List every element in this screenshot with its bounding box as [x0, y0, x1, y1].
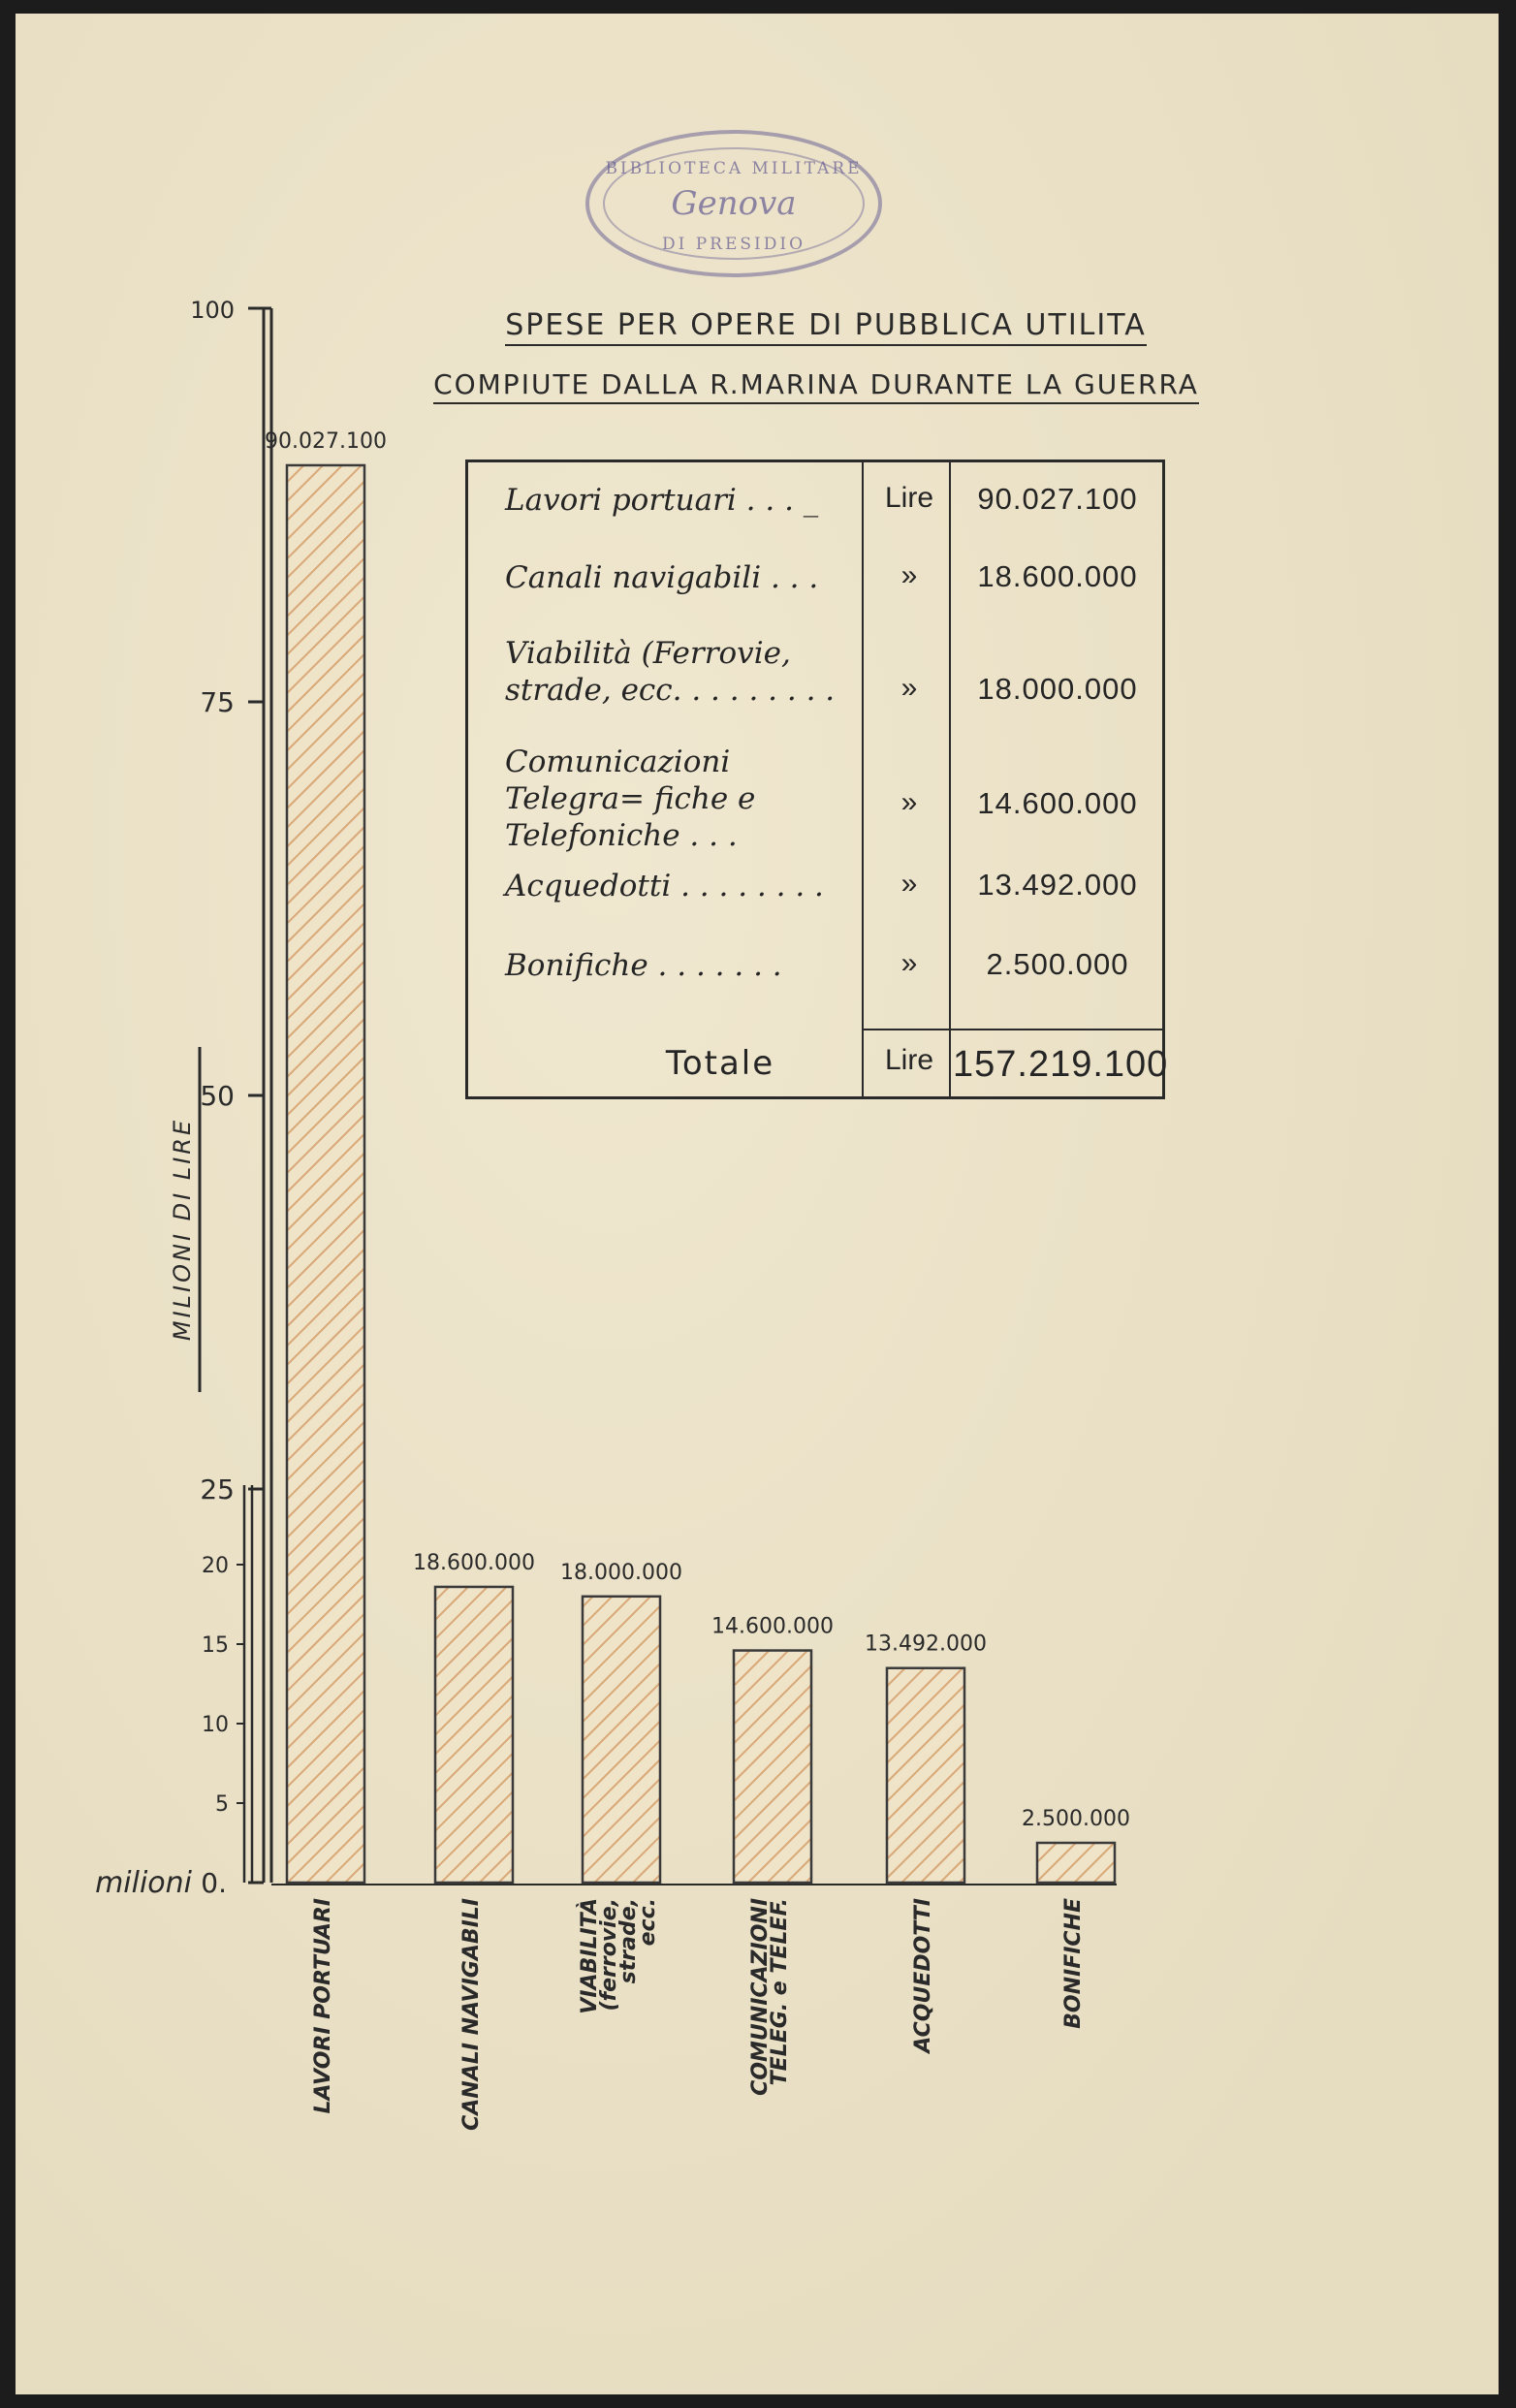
table-row-unit: » [900, 947, 918, 979]
bar-value-label: 14.600.000 [711, 1614, 834, 1639]
table-row-unit: » [900, 672, 918, 704]
x-category-label: CANALI NAVIGABILI [459, 1898, 484, 2131]
y-axis-minor-tick-label: 20 [202, 1554, 229, 1578]
table-row-label: Viabilità (Ferrovie, strade, ecc. . . . . . . . . [505, 636, 836, 708]
y-axis-minor-tick-label: 15 [202, 1633, 229, 1658]
y-axis-title: MILIONI DI LIRE [169, 1117, 196, 1342]
bar-1 [287, 465, 364, 1883]
x-category-label: TELEG. e TELEF. [768, 1898, 792, 2086]
table-row-unit: » [900, 786, 918, 818]
table-row-unit: Lire [884, 482, 934, 514]
y-axis-major-tick-label: 25 [200, 1473, 235, 1505]
table-row-value: 90.027.100 [977, 482, 1138, 516]
chart-title-line-1-text: SPESE PER OPERE DI PUBBLICA UTILITA [505, 308, 1147, 346]
bar-value-label: 18.000.000 [560, 1560, 682, 1585]
y-axis-minor-tick-label: 10 [202, 1713, 229, 1737]
bar-4 [734, 1651, 811, 1883]
y-axis-major-tick-label: 100 [190, 297, 235, 324]
table-row-label: Lavori portuari . . . _ [505, 483, 819, 518]
bar-value-label: 18.600.000 [413, 1550, 535, 1575]
table-row-unit: » [900, 868, 918, 900]
chart-title-line-2-text: COMPIUTE DALLA R.MARINA DURANTE LA GUERRA [433, 368, 1199, 404]
y-axis-major-tick-label: 0. [201, 1867, 227, 1899]
x-category-label: ACQUEDOTTI [911, 1898, 935, 2053]
x-category-label: COMUNICAZIONI [748, 1898, 773, 2096]
table-row-label: Acquedotti . . . . . . . . [505, 869, 824, 903]
x-category-label: VIABILITÀ [578, 1898, 602, 2014]
bar-value-label: 13.492.000 [865, 1632, 987, 1657]
table-row-label: Bonifiche . . . . . . . [505, 948, 782, 983]
bar-3 [583, 1597, 660, 1883]
bar-2 [435, 1587, 513, 1883]
y-axis-major-tick-label: 50 [200, 1080, 235, 1112]
table-total-label: Totale [665, 1044, 775, 1083]
x-category-label: LAVORI PORTUARI [311, 1898, 335, 2114]
stamp-bottom-text: DI PRESIDIO [661, 235, 806, 254]
table-row-label: Canali navigabili . . . [505, 560, 819, 595]
table-total-value: 157.219.100 [953, 1044, 1169, 1085]
table-row-value: 13.492.000 [977, 868, 1138, 902]
bar-value-label: 2.500.000 [1022, 1807, 1130, 1831]
table-total-unit: Lire [884, 1044, 934, 1076]
bar-6 [1037, 1843, 1115, 1883]
x-category-label: strade, [616, 1898, 641, 1984]
bar-5 [887, 1668, 964, 1883]
x-category-label: (ferrovie, [597, 1898, 621, 2012]
x-category-label: BONIFICHE [1061, 1898, 1086, 2029]
y-axis-major-tick-label: 75 [200, 686, 235, 718]
y-axis-unit-label: milioni [95, 1866, 192, 1900]
stamp-top-text: BIBLIOTECA MILITARE [605, 159, 863, 178]
table-row-value: 18.000.000 [977, 672, 1138, 706]
table-row-label: Comunicazioni Telegra= fiche e Telefoniche . . . [505, 745, 756, 853]
table-row-unit: » [900, 559, 918, 591]
table-row-value: 2.500.000 [986, 947, 1129, 981]
bar-value-label: 90.027.100 [265, 428, 387, 454]
stamp-middle-text: Genova [671, 184, 797, 223]
table-row-value: 14.600.000 [977, 786, 1138, 820]
table-row-value: 18.600.000 [977, 559, 1138, 593]
x-category-label: ecc. [636, 1898, 660, 1947]
y-axis-minor-tick-label: 5 [215, 1792, 229, 1817]
